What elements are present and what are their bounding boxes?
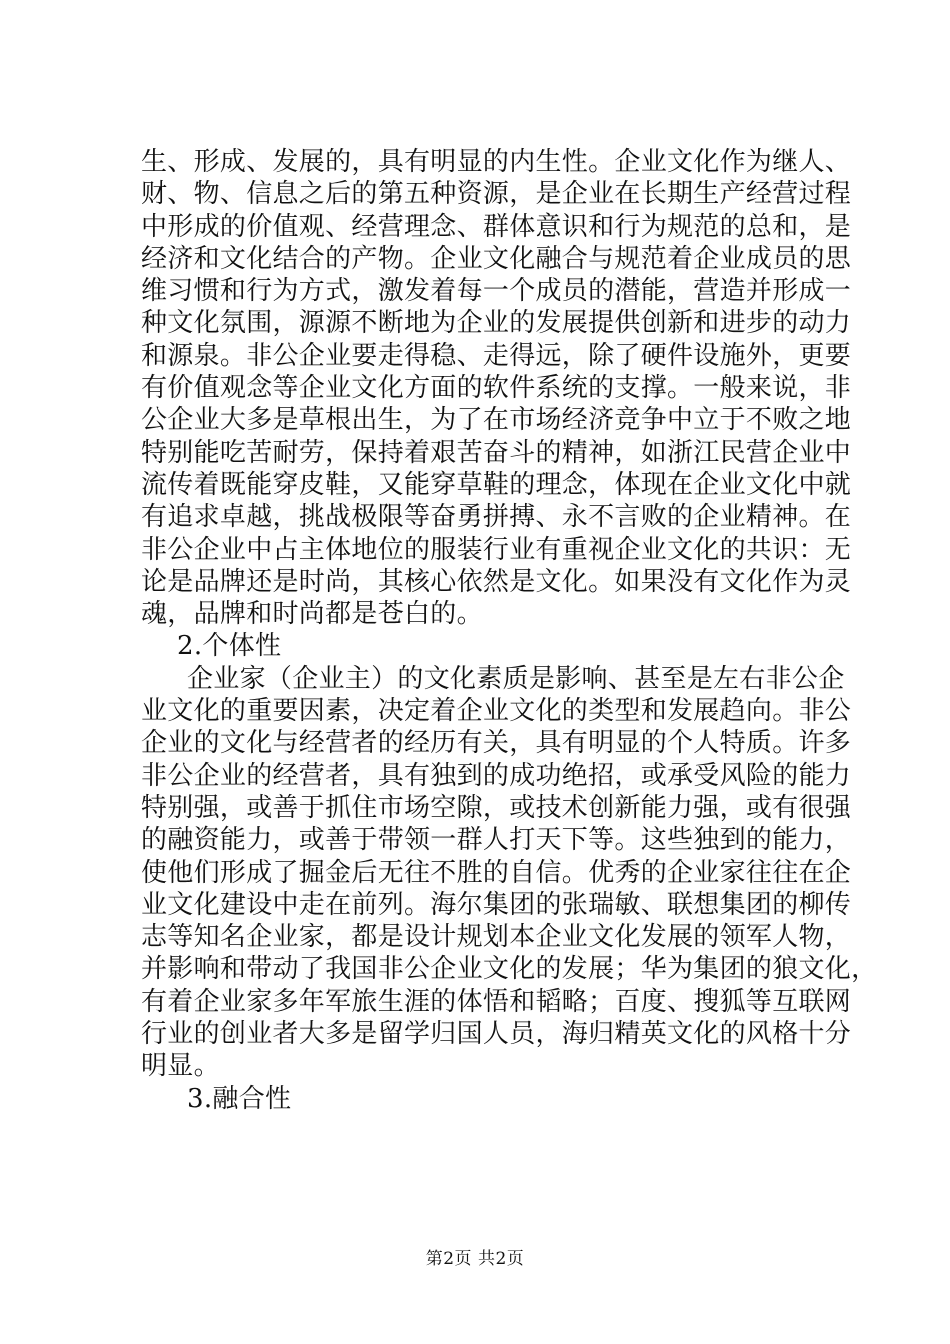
section-heading-2: 2.个体性 xyxy=(177,631,282,662)
text-line: 财、物、信息之后的第五种资源，是企业在长期生产经营过程 xyxy=(141,179,852,210)
text-line: 业文化的重要因素，决定着企业文化的类型和发展趋向。非公 xyxy=(141,696,852,727)
text-line: 并影响和带动了我国非公企业文化的发展；华为集团的狼文化， xyxy=(141,954,878,985)
text-line: 种文化氛围，源源不断地为企业的发展提供创新和进步的动力 xyxy=(141,308,852,339)
text-line: 魂，品牌和时尚都是苍白的。 xyxy=(141,599,483,630)
text-line: 中形成的价值观、经营理念、群体意识和行为规范的总和，是 xyxy=(141,211,852,242)
text-line: 论是品牌还是时尚，其核心依然是文化。如果没有文化作为灵 xyxy=(141,566,852,597)
text-line: 有价值观念等企业文化方面的软件系统的支撑。一般来说，非 xyxy=(141,373,852,404)
document-body xyxy=(141,146,878,1115)
text-line: 行业的创业者大多是留学归国人员，海归精英文化的风格十分 xyxy=(141,1019,852,1050)
text-line: 有着企业家多年军旅生涯的体悟和韬略；百度、搜狐等互联网 xyxy=(141,986,852,1017)
text-line: 明显。 xyxy=(141,1051,220,1082)
paragraph-2 xyxy=(141,663,878,1083)
text-line: 志等知名企业家，都是设计规划本企业文化发展的领军人物， xyxy=(141,922,852,953)
section-heading-3: 3.融合性 xyxy=(187,1083,292,1114)
text-line: 生、形成、发展的，具有明显的内生性。企业文化作为继人、 xyxy=(141,147,852,177)
text-line: 经济和文化结合的产物。企业文化融合与规范着企业成员的思 xyxy=(141,243,852,274)
text-line: 非公企业中占主体地位的服装行业有重视企业文化的共识：无 xyxy=(141,534,852,565)
text-line: 流传着既能穿皮鞋，又能穿草鞋的理念，体现在企业文化中就 xyxy=(141,469,852,500)
text-line: 的融资能力，或善于带领一群人打天下等。这些独到的能力， xyxy=(141,825,852,856)
text-line: 业文化建设中走在前列。海尔集团的张瑞敏、联想集团的柳传 xyxy=(141,889,852,920)
text-line: 非公企业的经营者，具有独到的成功绝招，或承受风险的能力 xyxy=(141,760,852,791)
text-line: 公企业大多是草根出生，为了在市场经济竞争中立于不败之地 xyxy=(141,405,852,436)
text-line: 企业家（企业主）的文化素质是影响、甚至是左右非公企 xyxy=(187,663,845,694)
text-line: 企业的文化与经营者的经历有关，具有明显的个人特质。许多 xyxy=(141,728,852,759)
text-line: 维习惯和行为方式，激发着每一个成员的潜能，营造并形成一 xyxy=(141,276,852,307)
text-line: 使他们形成了掘金后无往不胜的自信。优秀的企业家往往在企 xyxy=(141,857,852,888)
page-number-footer: 第2页 共2页 xyxy=(425,1249,525,1269)
text-line: 和源泉。非公企业要走得稳、走得远，除了硬件设施外，更要 xyxy=(141,340,852,371)
paragraph-1 xyxy=(141,146,852,630)
text-line: 特别强，或善于抓住市场空隙，或技术创新能力强，或有很强 xyxy=(141,792,852,823)
text-line: 有追求卓越，挑战极限等奋勇拼搏、永不言败的企业精神。在 xyxy=(141,502,852,533)
text-line: 特别能吃苦耐劳，保持着艰苦奋斗的精神，如浙江民营企业中 xyxy=(141,437,852,468)
